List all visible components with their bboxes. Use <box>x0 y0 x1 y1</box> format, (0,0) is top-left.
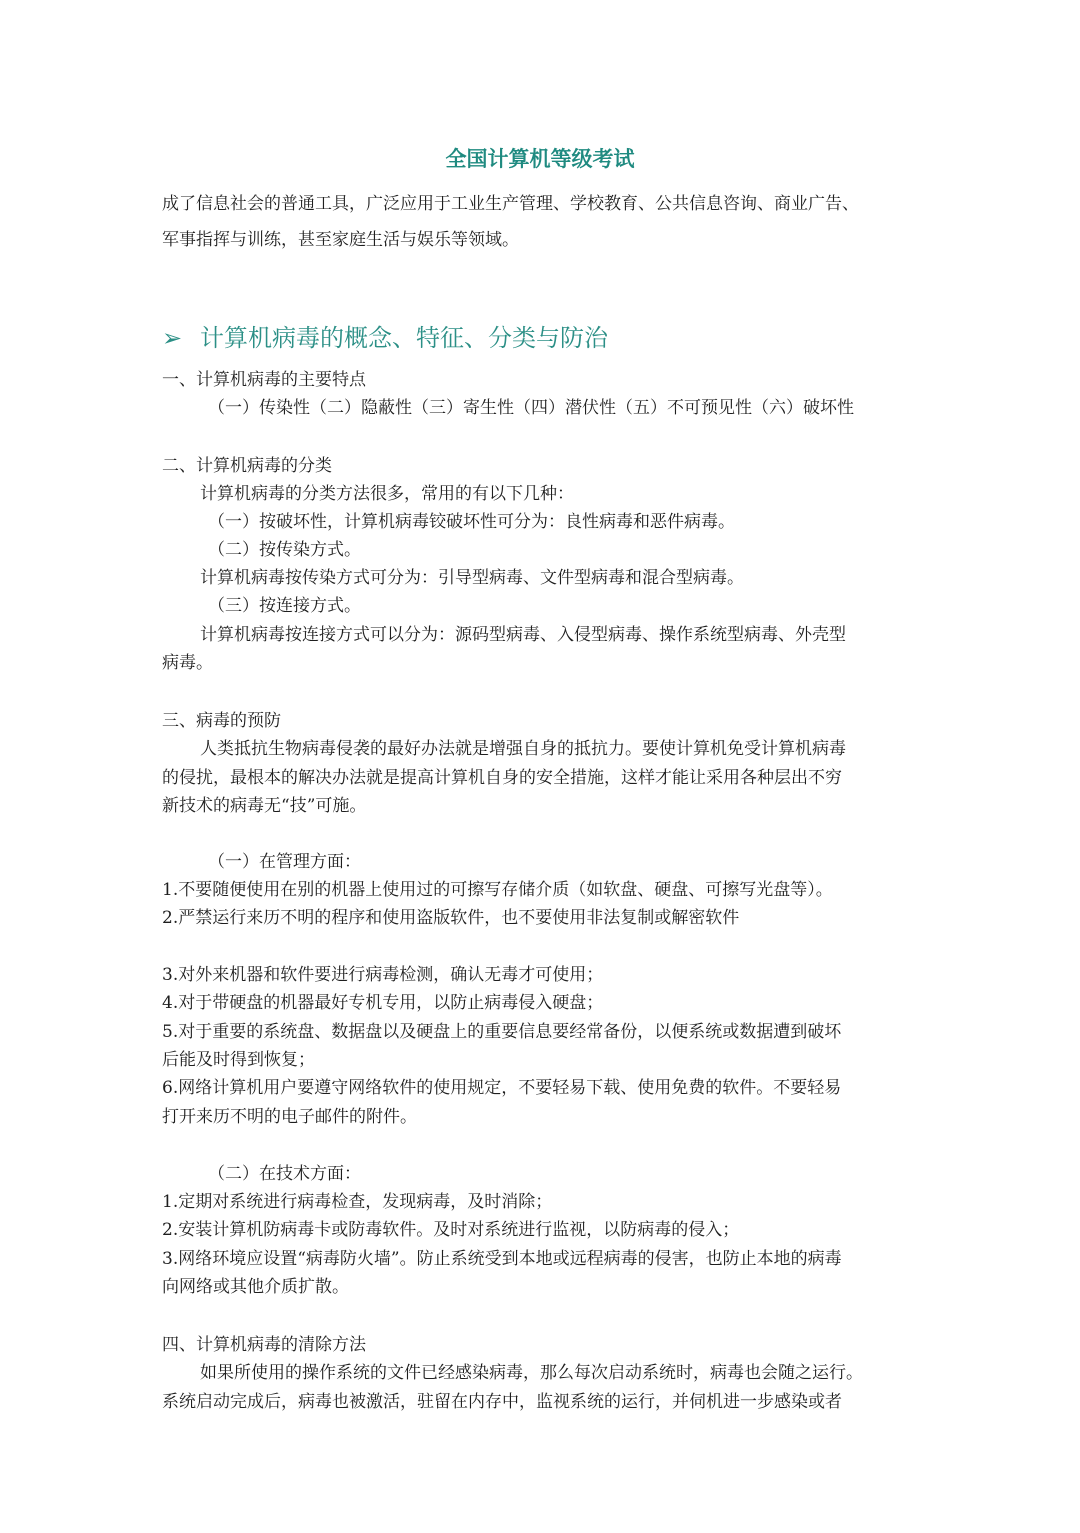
part2-line: 病毒。 <box>162 653 213 673</box>
part4-heading: 四、计算机病毒的清除方法 <box>162 1335 366 1355</box>
part3-para-line: 的侵扰，最根本的解决办法就是提高计算机自身的安全措施，这样才能让采用各种层出不穷 <box>162 768 842 788</box>
technical-item: 3.网络环境应设置“病毒防火墙”。防止系统受到本地或远程病毒的侵害，也防止本地的病毒 <box>162 1249 842 1269</box>
part2-line: 计算机病毒的分类方法很多，常用的有以下几种： <box>200 484 574 504</box>
part3-heading: 三、病毒的预防 <box>162 711 281 731</box>
part2-line: 计算机病毒按连接方式可以分为：源码型病毒、入侵型病毒、操作系统型病毒、外壳型 <box>200 625 846 645</box>
part3-para-line: 人类抵抗生物病毒侵袭的最好办法就是增强自身的抵抗力。要使计算机免受计算机病毒 <box>200 739 846 759</box>
part2-line: （二）按传染方式。 <box>208 540 361 560</box>
management-heading: （一）在管理方面： <box>208 852 361 872</box>
technical-heading: （二）在技术方面： <box>208 1164 361 1184</box>
document-title: 全国计算机等级考试 <box>445 147 635 171</box>
management-item: 6.网络计算机用户要遵守网络软件的使用规定，不要轻易下载、使用免费的软件。不要轻易 <box>162 1078 842 1098</box>
management-item: 打开来历不明的电子邮件的附件。 <box>162 1107 417 1127</box>
intro-line-2: 军事指挥与训练，甚至家庭生活与娱乐等领域。 <box>162 230 519 250</box>
part2-line: （一）按破坏性，计算机病毒铰破坏性可分为：良性病毒和恶件病毒。 <box>208 512 735 532</box>
part1-heading: 一、计算机病毒的主要特点 <box>162 370 366 390</box>
arrow-bullet-icon: ➢ <box>162 324 183 352</box>
part4-para-line: 如果所使用的操作系统的文件已经感染病毒，那么每次启动系统时，病毒也会随之运行。 <box>200 1363 863 1383</box>
section-heading-text: 计算机病毒的概念、特征、分类与防治 <box>200 324 608 352</box>
part1-features: （一）传染性（二）隐蔽性（三）寄生性（四）潜伏性（五）不可预见性（六）破坏性 <box>208 398 854 418</box>
management-item: 后能及时得到恢复； <box>162 1050 315 1070</box>
management-item: 3.对外来机器和软件要进行病毒检测，确认无毒才可使用； <box>162 965 604 985</box>
part2-line: 计算机病毒按传染方式可分为：引导型病毒、文件型病毒和混合型病毒。 <box>200 568 744 588</box>
part2-heading: 二、计算机病毒的分类 <box>162 456 332 476</box>
part3-para-line: 新技术的病毒无“技”可施。 <box>162 796 367 816</box>
intro-line-1: 成了信息社会的普通工具，广泛应用于工业生产管理、学校教育、公共信息咨询、商业广告、 <box>162 194 859 214</box>
management-item: 1.不要随便使用在别的机器上使用过的可擦写存储介质（如软盘、硬盘、可擦写光盘等）。 <box>162 880 833 900</box>
technical-item: 2.安装计算机防病毒卡或防毒软件。及时对系统进行监视，以防病毒的侵入； <box>162 1220 740 1240</box>
management-item: 2.严禁运行来历不明的程序和使用盗版软件，也不要使用非法复制或解密软件 <box>162 908 740 928</box>
section-heading <box>162 320 608 356</box>
part4-para-line: 系统启动完成后，病毒也被激活，驻留在内存中，监视系统的运行，并伺机进一步感染或者 <box>162 1392 842 1412</box>
management-item: 4.对于带硬盘的机器最好专机专用，以防止病毒侵入硬盘； <box>162 993 604 1013</box>
management-item: 5.对于重要的系统盘、数据盘以及硬盘上的重要信息要经常备份，以便系统或数据遭到破坏 <box>162 1022 842 1042</box>
part2-line: （三）按连接方式。 <box>208 596 361 616</box>
technical-item: 1.定期对系统进行病毒检查，发现病毒，及时消除； <box>162 1192 553 1212</box>
technical-item: 向网络或其他介质扩散。 <box>162 1277 349 1297</box>
